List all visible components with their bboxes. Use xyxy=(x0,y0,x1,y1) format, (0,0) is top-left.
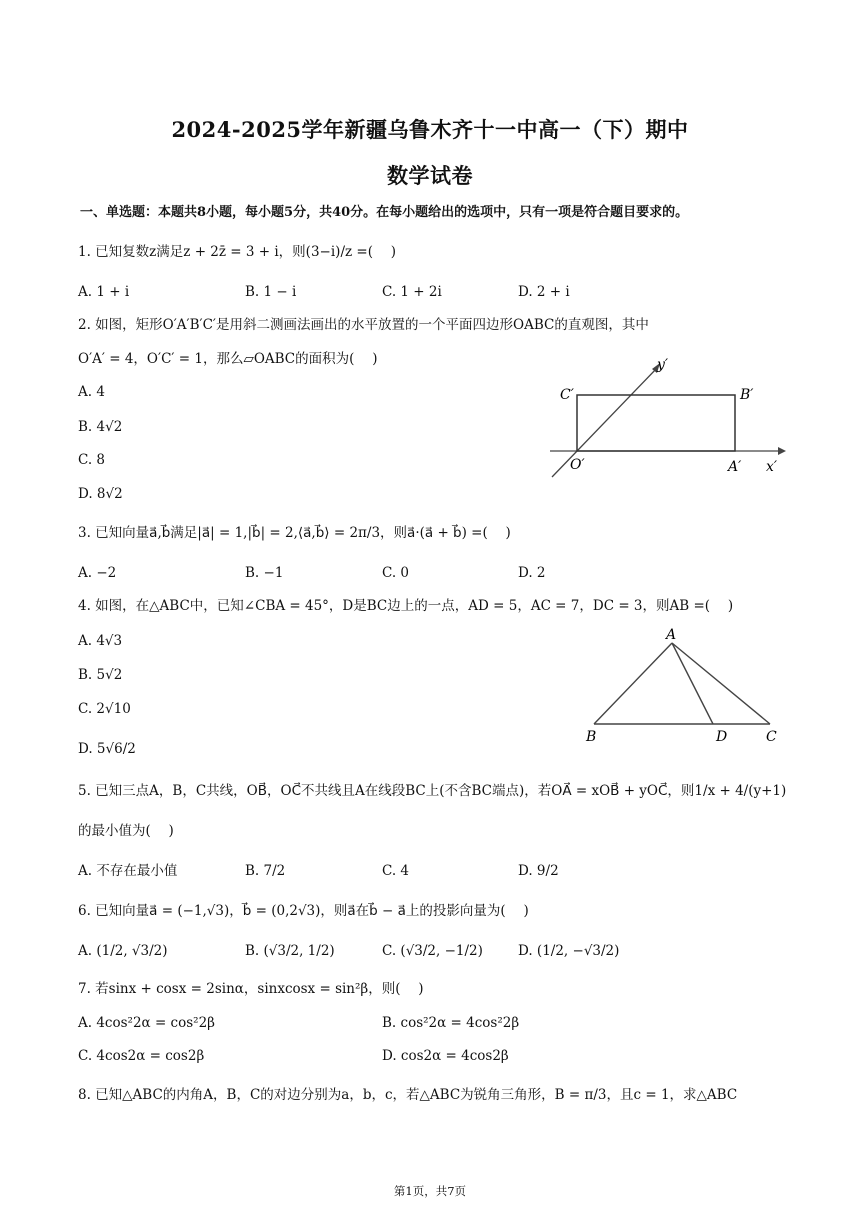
q3-option-a: A. −2 xyxy=(78,565,117,581)
q2-option-d: D. 8√2 xyxy=(78,486,123,502)
q5-option-d: D. 9/2 xyxy=(518,863,559,879)
q3-stem: 3. 已知向量a⃗,b⃗满足|a⃗| = 1,|b⃗| = 2,⟨a⃗,b⃗⟩ = 2π/3，则a⃗·(a⃗ + b⃗) =( ) xyxy=(78,525,511,541)
q1-option-a: A. 1 + i xyxy=(78,284,130,300)
q8-stem: 8. 已知△ABC的内角A，B，C的对边分别为a，b，c，若△ABC为锐角三角形，B = π/3，且c = 1，求△ABC xyxy=(78,1087,738,1103)
q5-stem: 5. 已知三点A，B，C共线，OB⃗，OC⃗不共线且A在线段BC上(不含BC端点)，若OA⃗ = xOB⃗ + yOC⃗，则1/x + 4/(y+1) xyxy=(78,783,787,799)
q5-option-c: C. 4 xyxy=(382,863,410,879)
q7-option-d: D. cos2α = 4cos2β xyxy=(382,1048,509,1064)
q6-stem: 6. 已知向量a⃗ = (−1,√3)，b⃗ = (0,2√3)，则a⃗在b⃗ − a⃗上的投影向量为( ) xyxy=(78,903,529,919)
q1-option-b: B. 1 − i xyxy=(245,284,297,300)
q4-option-a: A. 4√3 xyxy=(78,633,123,649)
q4-option-c: C. 2√10 xyxy=(78,701,131,717)
label-x: x′ xyxy=(766,459,778,475)
label-b: B xyxy=(586,729,597,745)
q6-option-d: D. (1/2, −√3/2) xyxy=(518,943,620,959)
q7-option-b: B. cos²2α = 4cos²2β xyxy=(382,1015,520,1031)
q4-figure xyxy=(580,625,790,750)
exam-subtitle: 数学试卷 xyxy=(387,163,473,188)
q5-option-a: A. 不存在最小值 xyxy=(78,863,178,879)
q4-option-b: B. 5√2 xyxy=(78,667,123,683)
q2-option-b: B. 4√2 xyxy=(78,419,123,435)
q2-figure xyxy=(540,355,790,485)
exam-title: 2024-2025学年新疆乌鲁木齐十一中高一（下）期中 xyxy=(171,117,689,142)
side-ab xyxy=(594,643,672,724)
q2-stem-line1: 2. 如图，矩形O′A′B′C′是用斜二测画法画出的水平放置的一个平面四边形OABC的直观图，其中 xyxy=(78,317,649,333)
q1-option-c: C. 1 + 2i xyxy=(382,284,442,300)
section-heading: 一、单选题：本题共8小题，每小题5分，共40分。在每小题给出的选项中，只有一项是符合题目要求的。 xyxy=(80,205,689,220)
q4-option-d: D. 5√6/2 xyxy=(78,741,136,757)
label-b: B′ xyxy=(740,387,754,403)
q3-option-d: D. 2 xyxy=(518,565,546,581)
q2-option-a: A. 4 xyxy=(78,384,105,400)
q6-option-a: A. (1/2, √3/2) xyxy=(78,943,168,959)
q7-stem: 7. 若sinx + cosx = 2sinα，sinxcosx = sin²β，则( ) xyxy=(78,981,424,997)
label-a: A xyxy=(666,627,677,643)
q2-stem-line2: O′A′ = 4，O′C′ = 1，那么▱OABC的面积为( ) xyxy=(78,351,378,367)
q7-option-c: C. 4cos2α = cos2β xyxy=(78,1048,205,1064)
q6-option-c: C. (√3/2, −1/2) xyxy=(382,943,483,959)
x-axis-arrow xyxy=(778,447,786,455)
q6-option-b: B. (√3/2, 1/2) xyxy=(245,943,335,959)
segment-ad xyxy=(672,643,713,724)
label-o: O′ xyxy=(570,457,585,473)
q5-stem-line2: 的最小值为( ) xyxy=(78,823,174,839)
label-d: D xyxy=(716,729,728,745)
q7-option-a: A. 4cos²2α = cos²2β xyxy=(78,1015,215,1031)
label-c: C xyxy=(766,729,777,745)
q1-option-d: D. 2 + i xyxy=(518,284,570,300)
q4-stem: 4. 如图，在△ABC中，已知∠CBA = 45°，D是BC边上的一点，AD = 5，AC = 7，DC = 3，则AB =( ) xyxy=(78,598,734,614)
side-ac xyxy=(672,643,770,724)
label-c: C′ xyxy=(560,387,574,403)
rectangle-oabc xyxy=(577,395,735,451)
y-axis-line xyxy=(552,367,658,477)
q1-stem: 1. 已知复数z满足z + 2z̄ = 3 + i，则(3−i)/z =( ) xyxy=(78,244,397,260)
q3-option-c: C. 0 xyxy=(382,565,410,581)
q5-option-b: B. 7/2 xyxy=(245,863,286,879)
label-y: y′ xyxy=(657,357,669,373)
q2-option-c: C. 8 xyxy=(78,452,106,468)
page-footer: 第1页，共7页 xyxy=(393,1184,467,1198)
q3-option-b: B. −1 xyxy=(245,565,284,581)
label-a: A′ xyxy=(728,459,742,475)
